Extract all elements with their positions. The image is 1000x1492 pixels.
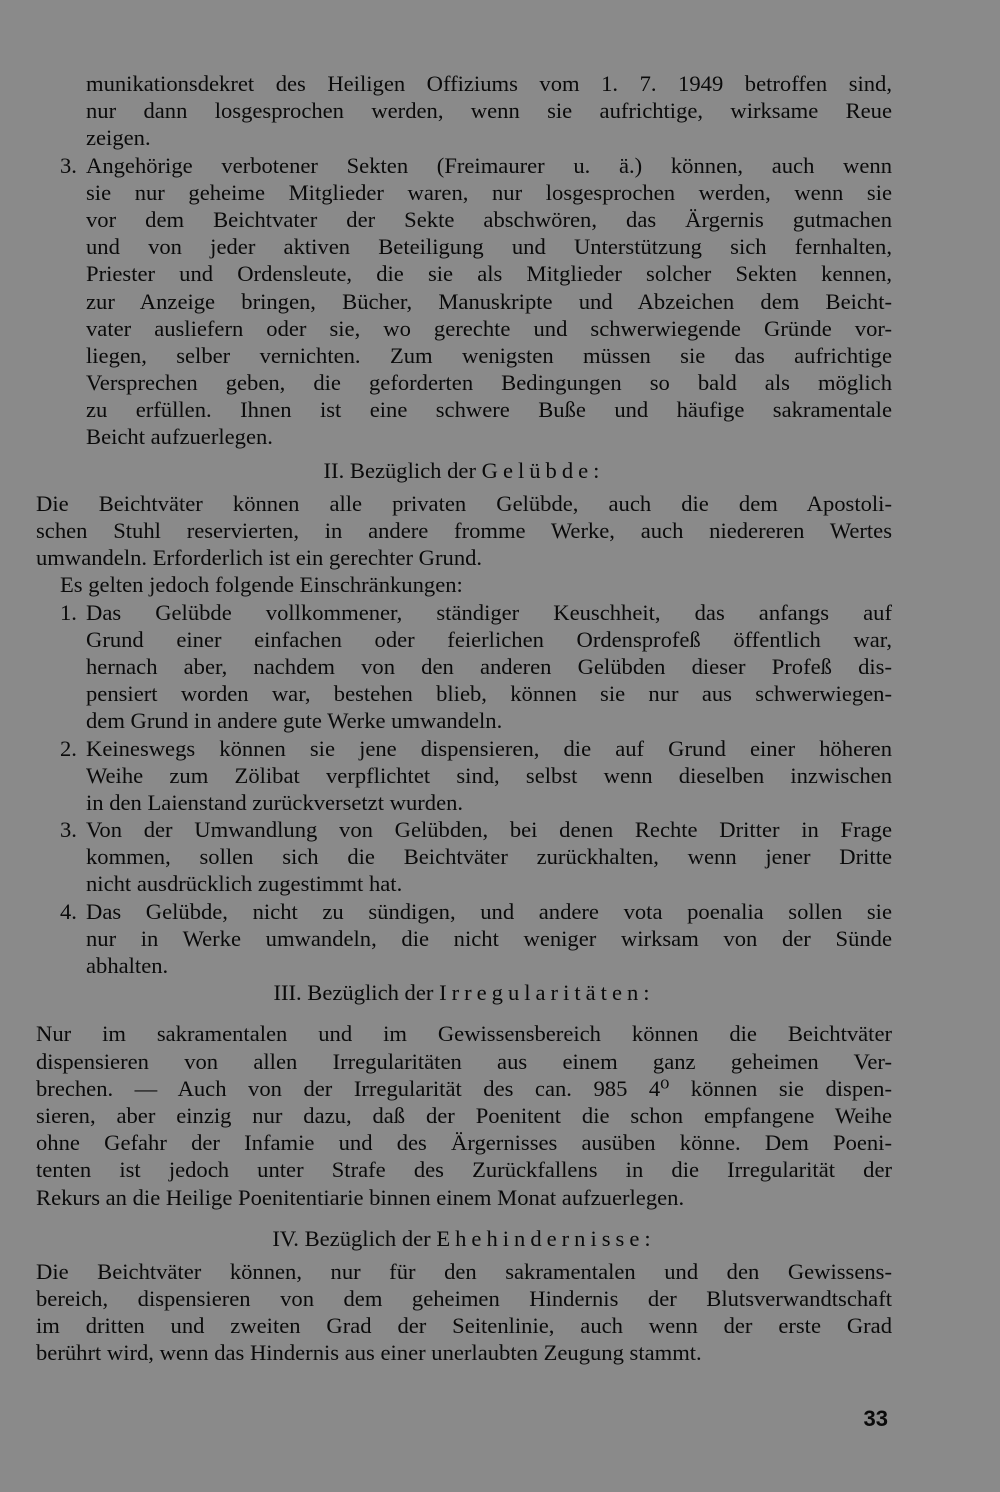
text-line: nur dann losgesprochen werden, wenn sie aufrichtige, wirksame Reue bbox=[86, 98, 892, 124]
text-line: Nur im sakramentalen und im Gewissensbereich können die Beichtväter bbox=[36, 1021, 892, 1047]
text-line: Es gelten jedoch folgende Einschränkungen: bbox=[60, 572, 463, 598]
text-line: zur Anzeige bringen, Bücher, Manuskripte und Abzeichen dem Beicht- bbox=[86, 288, 892, 314]
heading-prefix: III. Bezüglich der bbox=[273, 980, 440, 1006]
page-number: 33 bbox=[863, 1406, 888, 1431]
text-line: hernach aber, nachdem von den anderen Gelübden dieser Profeß dis- bbox=[86, 653, 892, 679]
section-heading-irregularitaten bbox=[36, 979, 892, 1006]
text-line: umwandeln. Erforderlich ist ein gerechter Grund. bbox=[36, 545, 483, 571]
text-line: liegen, selber vernichten. Zum wenigsten müssen sie das aufrichtige bbox=[86, 342, 892, 368]
heading-keyword: Ehehindernisse bbox=[436, 1225, 645, 1251]
text-line: Weihe zum Zölibat verpflichtet sind, selbst wenn dieselben inzwischen bbox=[86, 762, 892, 788]
text-line: berührt wird, wenn das Hindernis aus einer unerlaubten Zeugung stammt. bbox=[36, 1340, 702, 1366]
list-number: 4. bbox=[60, 898, 77, 924]
text-line: vor dem Beichtvater der Sekte abschwören, das Ärgernis gutmachen bbox=[86, 206, 892, 232]
text-line: dem Grund in andere gute Werke umwandeln. bbox=[86, 708, 503, 734]
text-line: nicht ausdrücklich zugestimmt hat. bbox=[86, 871, 403, 897]
text-line: schen Stuhl reservierten, in andere fromme Werke, auch niedereren Wertes bbox=[36, 518, 892, 543]
list-item-1 bbox=[36, 599, 892, 626]
text-line: Das Gelübde, nicht zu sündigen, und andere vota poenalia sollen sie bbox=[86, 898, 892, 924]
heading-colon: : bbox=[593, 457, 605, 483]
text-line: Das Gelübde vollkommener, ständiger Keuschheit, das anfangs auf bbox=[86, 599, 892, 625]
text-line: Keineswegs können sie jene dispensieren, die auf Grund einer höheren bbox=[86, 735, 892, 761]
list-number: 3. bbox=[60, 817, 77, 843]
list-item-3 bbox=[36, 816, 892, 843]
heading-prefix: IV. Bezüglich der bbox=[272, 1225, 437, 1251]
heading-colon: : bbox=[643, 980, 655, 1006]
text-line: kommen, sollen sich die Beichtväter zurückhalten, wenn jener Dritte bbox=[86, 844, 892, 870]
list-number: 2. bbox=[60, 735, 77, 761]
list-item-2 bbox=[36, 735, 892, 762]
text-line: Von der Umwandlung von Gelübden, bei denen Rechte Dritter in Frage bbox=[86, 817, 892, 843]
section-heading-gelubde bbox=[36, 457, 892, 484]
heading-colon: : bbox=[644, 1225, 656, 1251]
text-line: und von jeder aktiven Beteiligung und Unterstützung sich fernhalten, bbox=[86, 234, 892, 260]
text-line: Angehörige verbotener Sekten (Freimaurer u. ä.) können, auch wenn bbox=[86, 152, 892, 178]
text-line: Rekurs an die Heilige Poenitentiarie binnen einem Monat aufzuerlegen. bbox=[36, 1184, 685, 1210]
text-line: pensiert worden war, bestehen blieb, können sie nur aus schwerwiegen- bbox=[86, 681, 892, 707]
text-line: zeigen. bbox=[86, 125, 151, 151]
text-line: brechen. — Auch von der Irregularität des can. 985 4⁰ können sie dispen- bbox=[36, 1075, 892, 1101]
text-line: Versprechen geben, die geforderten Bedingungen so bald als möglich bbox=[86, 370, 892, 396]
list-number: 1. bbox=[60, 599, 77, 625]
text-line: munikationsdekret des Heiligen Offiziums vom 1. 7. 1949 betroffen sind, bbox=[86, 71, 892, 96]
text-line: tenten ist jedoch unter Strafe des Zurückfallens in die Irregularität der bbox=[36, 1157, 892, 1183]
text-line: Priester und Ordensleute, die sie als Mitglieder solcher Sekten kennen, bbox=[86, 261, 892, 287]
text-line: Die Beichtväter können alle privaten Gelübde, auch die dem Apostoli- bbox=[36, 490, 892, 516]
text-line: Die Beichtväter können, nur für den sakramentalen und den Gewissens- bbox=[36, 1258, 892, 1284]
text-line: im dritten und zweiten Grad der Seitenlinie, auch wenn der erste Grad bbox=[36, 1313, 892, 1339]
text-line: in den Laienstand zurückversetzt wurden. bbox=[86, 789, 464, 815]
text-line: vater ausliefern oder sie, wo gerechte und schwerwiegende Gründe vor- bbox=[86, 315, 892, 341]
text-line: Beicht aufzuerlegen. bbox=[86, 424, 273, 450]
text-line: abhalten. bbox=[86, 953, 169, 978]
text-line: nur in Werke umwandeln, die nicht weniger wirksam von der Sünde bbox=[86, 925, 892, 951]
text-line: sieren, aber einzig nur dazu, daß der Poenitent die schon empfangene Weihe bbox=[36, 1102, 892, 1128]
section-heading-ehehindernisse bbox=[36, 1225, 892, 1252]
text-line: zu erfüllen. Ihnen ist eine schwere Buße und häufige sakramentale bbox=[86, 397, 892, 423]
heading-keyword: Irregularitäten bbox=[439, 980, 644, 1006]
heading-prefix: II. Bezüglich der bbox=[323, 457, 482, 483]
list-item-4 bbox=[36, 898, 892, 925]
page-body bbox=[36, 70, 892, 1367]
list-number: 3. bbox=[60, 152, 77, 178]
text-line: dispensieren von allen Irregularitäten aus einem ganz geheimen Ver- bbox=[36, 1048, 892, 1074]
text-line: sie nur geheime Mitglieder waren, nur losgesprochen werden, wenn sie bbox=[86, 179, 892, 205]
heading-keyword: Gelübde bbox=[481, 457, 594, 483]
text-line: bereich, dispensieren von dem geheimen Hindernis der Blutsverwandtschaft bbox=[36, 1286, 892, 1312]
list-item-3 bbox=[36, 152, 892, 179]
text-line: Grund einer einfachen oder feierlichen Ordensprofeß öffentlich war, bbox=[86, 626, 892, 652]
text-line: ohne Gefahr der Infamie und des Ärgernisses ausüben könne. Dem Poeni- bbox=[36, 1130, 892, 1156]
